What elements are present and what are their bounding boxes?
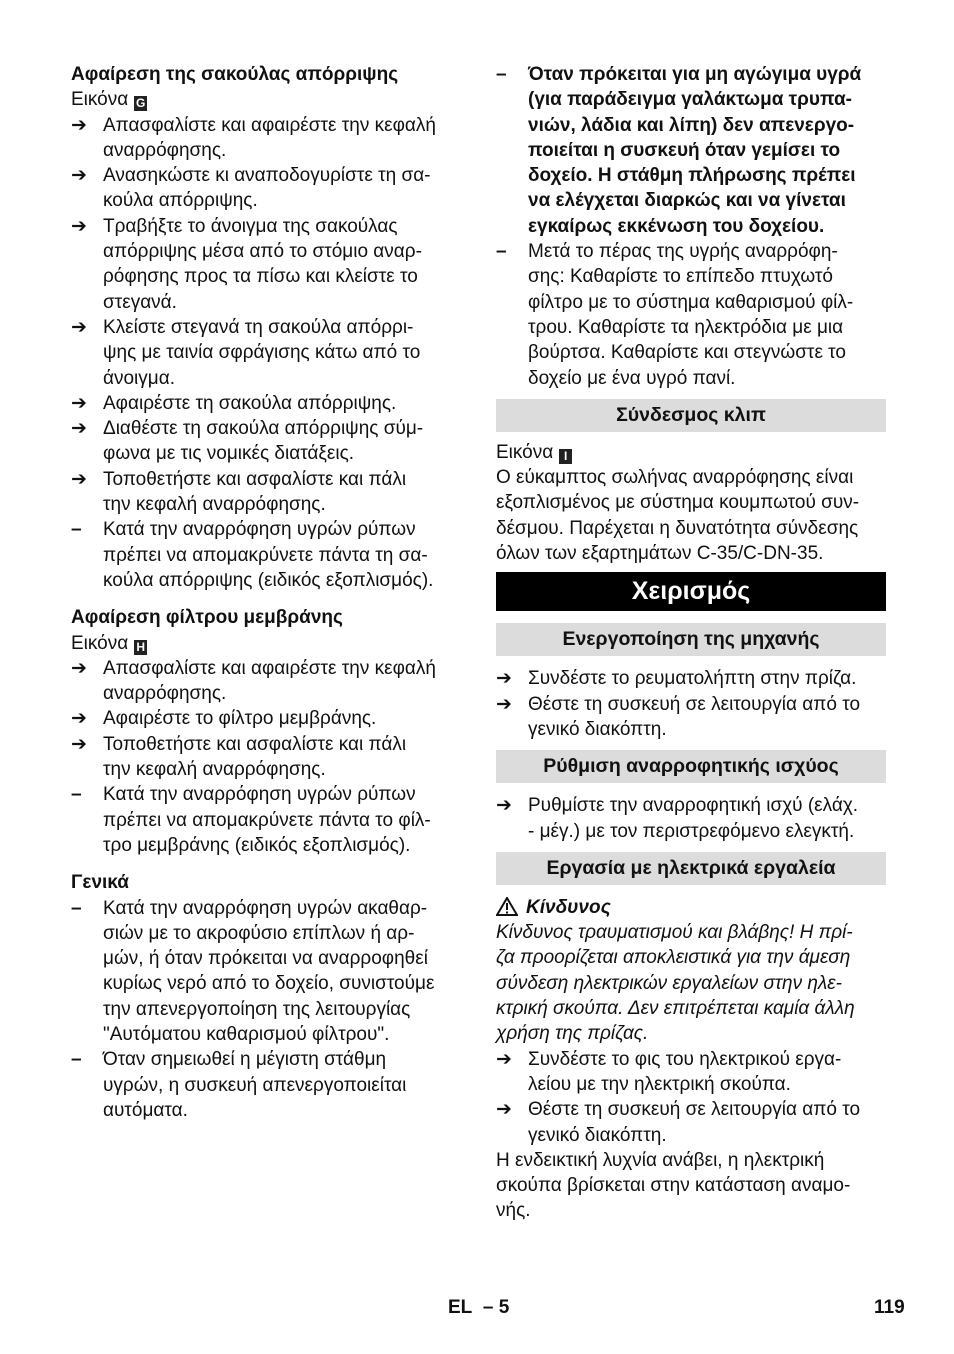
text-line: Όταν σημειωθεί η μέγιστη στάθμη <box>103 1049 387 1071</box>
arrow-bullet-icon: ➔ <box>496 1099 512 1121</box>
text-line: Θέστε τη συσκευή σε λειτουργία από το <box>528 693 861 715</box>
danger-text <box>496 920 886 1046</box>
step-item <box>71 416 463 467</box>
figure-letter-badge: H <box>134 640 147 655</box>
arrow-bullet-icon: ➔ <box>71 418 87 440</box>
text-line: δοχείο με ένα υγρό πανί. <box>528 367 736 389</box>
figure-ref-g <box>71 87 463 112</box>
text-line: υγρών, η συσκευή απενεργοποιείται <box>103 1074 407 1096</box>
text-line: Τοποθετήστε και ασφαλίστε και πάλι <box>103 468 407 490</box>
text-line: (για παράδειγμα γαλάκτωμα τρυπα- <box>528 89 852 111</box>
text-line: Μετά το πέρας της υγρής αναρρόφη- <box>528 241 838 263</box>
dash-bullet: – <box>71 519 82 541</box>
text-line: Τραβήξτε το άνοιγμα της σακούλας <box>103 215 398 237</box>
text-line: Διαθέστε τη σακούλα απόρριψης σύμ- <box>103 418 424 440</box>
text-line: απόρριψης μέσα από το στόμιο αναρ- <box>103 241 422 263</box>
text-line: Κίνδυνος τραυματισμού και βλάβης! Η πρί- <box>496 922 853 944</box>
note-item <box>71 1047 463 1123</box>
steps-power <box>496 793 886 844</box>
arrow-bullet-icon: ➔ <box>71 468 87 490</box>
text-line: Κλείστε στεγανά τη σακούλα απόρρι- <box>103 316 414 338</box>
text-line: δοχείο. Η στάθμη πλήρωσης πρέπει <box>528 165 856 187</box>
note-after-wet <box>496 239 886 391</box>
figure-word: Εικόνα <box>71 89 129 111</box>
step-item <box>71 214 463 315</box>
text-line: Τοποθετήστε και ασφαλίστε και πάλι <box>103 733 407 755</box>
steps-start <box>496 666 886 742</box>
text-line: την απενεργοποίηση της λειτουργίας <box>103 998 411 1020</box>
arrow-bullet-icon: ➔ <box>71 733 87 755</box>
text-line: Συνδέστε το ρευματολήπτη στην πρίζα. <box>528 668 857 690</box>
dash-bullet: – <box>71 1049 82 1071</box>
section-bar-power: Ρύθμιση αναρροφητικής ισχύος <box>496 750 886 783</box>
arrow-bullet-icon: ➔ <box>496 668 512 690</box>
steps-tools <box>496 1047 886 1148</box>
text-line: την κεφαλή αναρρόφησης. <box>103 759 326 781</box>
text-line: όλων των εξαρτημάτων C-35/C-DN-35. <box>496 543 824 565</box>
step-item <box>71 163 463 214</box>
text-line: - μέγ.) με τον περιστρεφόμενο ελεγκτή. <box>528 820 855 842</box>
chapter-bar-operation: Χειρισμός <box>496 572 886 611</box>
step-item <box>496 1047 886 1098</box>
text-line: λείου με την ηλεκτρική σκούπα. <box>528 1073 791 1095</box>
text-line: κτρική σκούπα. Δεν επιτρέπεται καμία άλλη <box>496 998 855 1020</box>
note-item <box>71 517 463 593</box>
dash-bullet: – <box>71 897 82 919</box>
text-line: αναρρόφησης. <box>103 683 227 705</box>
text-line: τρου. Καθαρίστε τα ηλεκτρόδια με μια <box>528 316 844 338</box>
note-item <box>71 896 463 1048</box>
page-number: 119 <box>874 1297 905 1318</box>
text-line: Η ενδεικτική λυχνία ανάβει, η ηλεκτρική <box>496 1149 825 1171</box>
text-line: φίλτρο με το σύστημα καθαρισμού φίλ- <box>528 291 854 313</box>
section-bar-clip: Σύνδεσμος κλιπ <box>496 399 886 432</box>
text-line: Ρυθμίστε την αναρροφητική ισχύ (ελάχ. <box>528 795 859 817</box>
step-item <box>71 706 463 731</box>
text-line: Αφαιρέστε το φίλτρο μεμβράνης. <box>103 708 377 730</box>
heading-remove-bag: Αφαίρεση της σακούλας απόρριψης <box>71 64 399 85</box>
paragraph-clip <box>496 465 886 566</box>
text-line: την κεφαλή αναρρόφησης. <box>103 494 326 516</box>
text-line: τρο μεμβράνης (ειδικός εξοπλισμός). <box>103 834 411 856</box>
text-line: αναρρόφησης. <box>103 139 227 161</box>
section-bar-tools: Εργασία με ηλεκτρικά εργαλεία <box>496 852 886 885</box>
text-line: πρέπει να απομακρύνετε πάντα τη σα- <box>103 544 428 566</box>
note-remove-membrane <box>71 782 463 858</box>
figure-word: Εικόνα <box>496 441 554 463</box>
paragraph-tools <box>496 1148 886 1224</box>
text-line: Απασφαλίστε και αφαιρέστε την κεφαλή <box>103 114 436 136</box>
text-line: σης: Καθαρίστε το επίπεδο πτυχωτό <box>528 266 833 288</box>
text-line: αυτόματα. <box>103 1099 188 1121</box>
danger-label: Κίνδυνος <box>526 896 611 918</box>
text-line: Αφαιρέστε τη σακούλα απόρριψης. <box>103 392 397 414</box>
text-line: δέσμου. Παρέχεται η δυνατότητα σύνδεσης <box>496 517 859 539</box>
text-line: ρόφησης προς τα πίσω και κλείστε το <box>103 266 418 288</box>
step-item <box>71 732 463 783</box>
step-item <box>71 467 463 518</box>
steps-remove-bag <box>71 113 463 518</box>
step-item <box>496 793 886 844</box>
text-line: Συνδέστε το φις του ηλεκτρικού εργα- <box>528 1048 842 1070</box>
heading-remove-membrane: Αφαίρεση φίλτρου μεμβράνης <box>71 607 343 629</box>
text-line: σιών με το ακροφύσιο επίπλων ή αρ- <box>103 922 415 944</box>
text-line: Όταν πρόκειται για μη αγώγιμα υγρά <box>528 64 862 85</box>
warning-nonconductive <box>496 62 886 239</box>
text-line: στεγανά. <box>103 291 177 313</box>
left-column <box>71 62 463 1123</box>
text-line: σκούπα βρίσκεται στην κατάσταση αναμο- <box>496 1175 851 1197</box>
text-line: Απασφαλίστε και αφαιρέστε την κεφαλή <box>103 657 436 679</box>
note-item <box>496 239 886 391</box>
figure-ref-i <box>496 440 886 465</box>
arrow-bullet-icon: ➔ <box>71 215 87 237</box>
right-column <box>496 62 886 1224</box>
heading-general: Γενικά <box>71 872 129 894</box>
text-line: "Αυτόματου καθαρισμού φίλτρου". <box>103 1023 390 1045</box>
step-item <box>71 656 463 707</box>
text-line: χρήση της πρίζας. <box>496 1023 649 1045</box>
text-line: Κατά την αναρρόφηση υγρών ακαθαρ- <box>103 897 428 919</box>
arrow-bullet-icon: ➔ <box>71 657 87 679</box>
arrow-bullet-icon: ➔ <box>71 392 87 414</box>
step-item <box>496 692 886 743</box>
step-item <box>71 113 463 164</box>
footer-section-code <box>448 1297 509 1319</box>
arrow-bullet-icon: ➔ <box>71 165 87 187</box>
text-line: κυρίως νερό από το δοχείο, συνιστούμε <box>103 973 435 995</box>
dash-bullet: – <box>496 241 507 263</box>
figure-letter-badge: I <box>559 449 572 464</box>
text-line: φωνα με τις νομικές διατάξεις. <box>103 443 355 465</box>
steps-remove-membrane <box>71 656 463 782</box>
text-line: ψης με ταινία σφράγισης κάτω από το <box>103 342 421 364</box>
text-line: σύνδεση ηλεκτρικών εργαλείων στην ηλε- <box>496 972 842 994</box>
warning-triangle-icon <box>496 897 518 916</box>
text-line: να ελέγχεται διαρκώς και να γίνεται <box>528 190 846 212</box>
step-item <box>71 315 463 391</box>
step-item <box>496 666 886 691</box>
text-line: κούλα απόρριψης. <box>103 190 258 212</box>
arrow-bullet-icon: ➔ <box>71 114 87 136</box>
text-line: Ο εύκαμπτος σωλήνας αναρρόφησης είναι <box>496 467 854 489</box>
arrow-bullet-icon: ➔ <box>71 708 87 730</box>
arrow-bullet-icon: ➔ <box>496 795 512 817</box>
text-line: Κατά την αναρρόφηση υγρών ρύπων <box>103 519 416 541</box>
text-line: γενικό διακόπτη. <box>528 1124 667 1146</box>
text-line: νιών, λάδια και λίπη) δεν απενεργο- <box>528 114 855 136</box>
footer-section-page: – 5 <box>482 1297 510 1318</box>
dash-bullet: – <box>71 784 82 806</box>
text-line: Κατά την αναρρόφηση υγρών ρύπων <box>103 784 416 806</box>
section-bar-start: Ενεργοποίηση της μηχανής <box>496 623 886 656</box>
text-line: κούλα απόρριψης (ειδικός εξοπλισμός). <box>103 569 434 591</box>
text-line: πρέπει να απομακρύνετε πάντα το φίλ- <box>103 809 431 831</box>
text-line: νής. <box>496 1200 531 1222</box>
text-line: Θέστε τη συσκευή σε λειτουργία από το <box>528 1099 861 1121</box>
text-line: άνοιγμα. <box>103 367 175 389</box>
text-line: εξοπλισμένος με σύστημα κουμπωτού συν- <box>496 492 860 514</box>
arrow-bullet-icon: ➔ <box>496 1048 512 1070</box>
notes-general <box>71 896 463 1124</box>
dash-bullet: – <box>496 64 507 85</box>
arrow-bullet-icon: ➔ <box>496 693 512 715</box>
text-line: Ανασηκώστε κι αναποδογυρίστε τη σα- <box>103 165 431 187</box>
note-item <box>496 62 886 239</box>
text-line: ποιείται η συσκευή όταν γεμίσει το <box>528 139 841 161</box>
footer-language: EL <box>448 1297 473 1318</box>
note-remove-bag <box>71 517 463 593</box>
danger-heading <box>496 895 886 920</box>
text-line: μών, ή όταν πρόκειται να αναρροφηθεί <box>103 948 428 970</box>
step-item <box>496 1097 886 1148</box>
step-item <box>71 391 463 416</box>
figure-letter-badge: G <box>136 96 146 111</box>
arrow-bullet-icon: ➔ <box>71 316 87 338</box>
text-line: ζα προορίζεται αποκλειστικά για την άμεση <box>496 947 851 969</box>
note-item <box>71 782 463 858</box>
text-line: γενικό διακόπτη. <box>528 718 667 740</box>
text-line: εγκαίρως εκκένωση του δοχείου. <box>528 215 825 237</box>
figure-word: Εικόνα <box>71 632 129 654</box>
text-line: βούρτσα. Καθαρίστε και στεγνώστε το <box>528 342 846 364</box>
figure-ref-h <box>71 631 463 656</box>
